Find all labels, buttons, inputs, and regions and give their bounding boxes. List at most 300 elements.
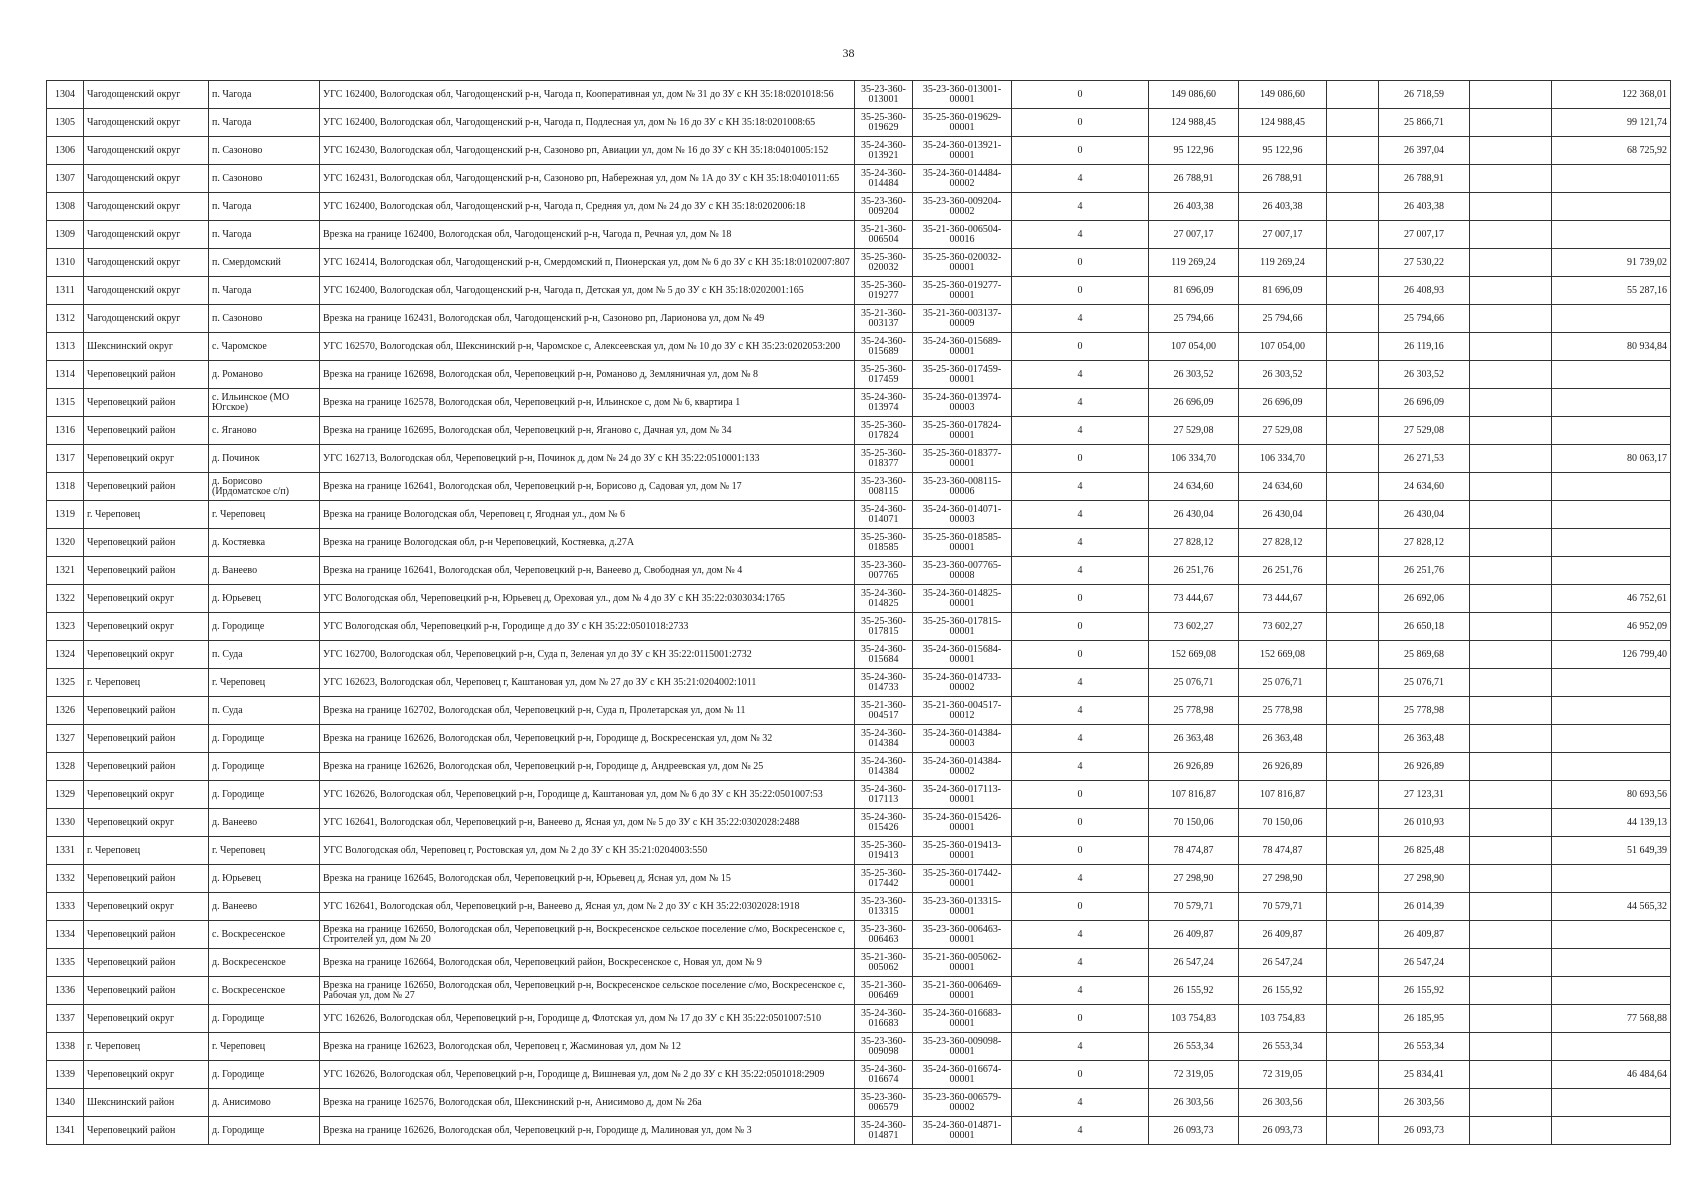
cell-value-3 — [1327, 473, 1379, 501]
table-row — [47, 1005, 1671, 1033]
cell-address: УГС 162430, Вологодская обл, Чагодощенский р-н, Сазоново рп, Авиации ул, дом № 16 до ЗУ с КН 35:18:0401005:152 — [320, 137, 855, 165]
cell-value-1: 26 303,56 — [1149, 1089, 1239, 1117]
cell-code: 35-23-360-013315 — [855, 893, 913, 921]
cell-cadastral-code: 35-25-360-017824-00001 — [913, 417, 1012, 445]
cell-locality: п. Суда — [209, 697, 320, 725]
cell-value-6: 46 952,09 — [1552, 613, 1671, 641]
cell-value-3 — [1327, 277, 1379, 305]
cell-value-6: 77 568,88 — [1552, 1005, 1671, 1033]
table-row — [47, 697, 1671, 725]
cell-value-1: 26 430,04 — [1149, 501, 1239, 529]
cell-value-4: 27 530,22 — [1379, 249, 1470, 277]
cell-address: УГС 162626, Вологодская обл, Череповецкий р-н, Городище д, Каштановая ул, дом № 6 до ЗУ с КН 35:22:0501007:53 — [320, 781, 855, 809]
cell-address: Врезка на границе Вологодская обл, Череповец г, Ягодная ул., дом № 6 — [320, 501, 855, 529]
cell-value-3 — [1327, 641, 1379, 669]
cell-district: Череповецкий район — [84, 417, 209, 445]
cell-value-3 — [1327, 529, 1379, 557]
cell-value-5 — [1470, 1005, 1552, 1033]
cell-district: Череповецкий район — [84, 1117, 209, 1145]
cell-number: 1321 — [47, 557, 84, 585]
cell-value-4: 26 825,48 — [1379, 837, 1470, 865]
cell-district: Череповецкий округ — [84, 445, 209, 473]
cell-district: Череповецкий район — [84, 977, 209, 1005]
cell-category: 4 — [1012, 921, 1149, 949]
cell-value-3 — [1327, 613, 1379, 641]
cell-value-6: 80 063,17 — [1552, 445, 1671, 473]
cell-address: УГС 162400, Вологодская обл, Чагодощенский р-н, Чагода п, Детская ул, дом № 5 до ЗУ с КН 35:18:0202001:165 — [320, 277, 855, 305]
cell-address: УГС 162431, Вологодская обл, Чагодощенский р-н, Сазоново рп, Набережная ул, дом № 1А до ЗУ с КН 35:18:0401011:65 — [320, 165, 855, 193]
cell-value-2: 107 054,00 — [1239, 333, 1327, 361]
cell-category: 4 — [1012, 697, 1149, 725]
cell-value-1: 78 474,87 — [1149, 837, 1239, 865]
cell-number: 1324 — [47, 641, 84, 669]
cell-value-3 — [1327, 1061, 1379, 1089]
cell-value-5 — [1470, 529, 1552, 557]
cell-category: 4 — [1012, 1089, 1149, 1117]
cell-value-4: 26 093,73 — [1379, 1117, 1470, 1145]
cell-number: 1323 — [47, 613, 84, 641]
cell-value-4: 27 298,90 — [1379, 865, 1470, 893]
cell-number: 1313 — [47, 333, 84, 361]
cell-value-4: 26 397,04 — [1379, 137, 1470, 165]
cell-value-2: 25 794,66 — [1239, 305, 1327, 333]
cell-value-6 — [1552, 305, 1671, 333]
cell-locality: д. Ванеево — [209, 809, 320, 837]
cell-address: Врезка на границе 162576, Вологодская обл, Шекснинский р-н, Анисимово д, дом № 26а — [320, 1089, 855, 1117]
cell-district: Череповецкий округ — [84, 1061, 209, 1089]
cell-locality: д. Городище — [209, 1005, 320, 1033]
cell-code: 35-24-360-014825 — [855, 585, 913, 613]
cell-cadastral-code: 35-23-360-006579-00002 — [913, 1089, 1012, 1117]
cell-value-4: 27 529,08 — [1379, 417, 1470, 445]
cell-address: Врезка на границе 162431, Вологодская обл, Чагодощенский р-н, Сазоново рп, Ларионова ул, дом № 49 — [320, 305, 855, 333]
cell-district: Череповецкий район — [84, 921, 209, 949]
cell-category: 0 — [1012, 109, 1149, 137]
cell-category: 0 — [1012, 641, 1149, 669]
cell-value-3 — [1327, 865, 1379, 893]
cell-value-4: 26 403,38 — [1379, 193, 1470, 221]
cell-address: Врезка на границе 162626, Вологодская обл, Череповецкий р-н, Городище д, Малиновая ул, дом № 3 — [320, 1117, 855, 1145]
cell-code: 35-23-360-009098 — [855, 1033, 913, 1061]
cell-district: г. Череповец — [84, 837, 209, 865]
cell-value-1: 119 269,24 — [1149, 249, 1239, 277]
cell-value-6 — [1552, 165, 1671, 193]
cell-value-4: 25 794,66 — [1379, 305, 1470, 333]
cell-value-3 — [1327, 137, 1379, 165]
cell-value-6 — [1552, 501, 1671, 529]
cell-value-4: 26 363,48 — [1379, 725, 1470, 753]
cell-value-2: 26 926,89 — [1239, 753, 1327, 781]
cell-address: УГС Вологодская обл, Череповецкий р-н, Городище д до ЗУ с КН 35:22:0501018:2733 — [320, 613, 855, 641]
cell-cadastral-code: 35-24-360-014871-00001 — [913, 1117, 1012, 1145]
cell-value-1: 25 794,66 — [1149, 305, 1239, 333]
cell-value-6 — [1552, 949, 1671, 977]
cell-number: 1319 — [47, 501, 84, 529]
cell-value-5 — [1470, 697, 1552, 725]
cell-category: 0 — [1012, 613, 1149, 641]
cell-value-3 — [1327, 249, 1379, 277]
cell-locality: г. Череповец — [209, 1033, 320, 1061]
cell-locality: г. Череповец — [209, 501, 320, 529]
cell-value-4: 26 271,53 — [1379, 445, 1470, 473]
cell-value-5 — [1470, 137, 1552, 165]
cell-value-4: 26 926,89 — [1379, 753, 1470, 781]
cell-value-2: 26 363,48 — [1239, 725, 1327, 753]
cell-district: Череповецкий район — [84, 389, 209, 417]
cell-value-3 — [1327, 417, 1379, 445]
cell-number: 1315 — [47, 389, 84, 417]
cell-code: 35-25-360-019629 — [855, 109, 913, 137]
cell-code: 35-25-360-019413 — [855, 837, 913, 865]
cell-district: Чагодощенский округ — [84, 277, 209, 305]
cell-code: 35-21-360-003137 — [855, 305, 913, 333]
cell-address: УГС 162626, Вологодская обл, Череповецкий р-н, Городище д, Флотская ул, дом № 17 до ЗУ с КН 35:22:0501007:510 — [320, 1005, 855, 1033]
cell-cadastral-code: 35-25-360-018585-00001 — [913, 529, 1012, 557]
cell-code: 35-25-360-020032 — [855, 249, 913, 277]
cell-category: 0 — [1012, 249, 1149, 277]
cell-value-2: 24 634,60 — [1239, 473, 1327, 501]
table-row — [47, 501, 1671, 529]
cell-value-5 — [1470, 417, 1552, 445]
cell-value-4: 26 014,39 — [1379, 893, 1470, 921]
cell-value-2: 25 076,71 — [1239, 669, 1327, 697]
cell-address: Врезка на границе 162650, Вологодская обл, Череповецкий р-н, Воскресенское сельское поселение с/мо, Воскресенское с, Строителей ул, дом № 20 — [320, 921, 855, 949]
cell-category: 4 — [1012, 305, 1149, 333]
cell-address: УГС 162641, Вологодская обл, Череповецкий р-н, Ванеево д, Ясная ул, дом № 5 до ЗУ с КН 35:22:0302028:2488 — [320, 809, 855, 837]
cell-value-2: 27 007,17 — [1239, 221, 1327, 249]
cell-value-4: 27 007,17 — [1379, 221, 1470, 249]
cell-value-4: 26 409,87 — [1379, 921, 1470, 949]
cell-code: 35-24-360-016674 — [855, 1061, 913, 1089]
cell-value-1: 26 696,09 — [1149, 389, 1239, 417]
cell-cadastral-code: 35-25-360-019629-00001 — [913, 109, 1012, 137]
cell-number: 1314 — [47, 361, 84, 389]
cell-locality: д. Городище — [209, 725, 320, 753]
cell-value-3 — [1327, 389, 1379, 417]
cell-value-6 — [1552, 473, 1671, 501]
cell-district: Чагодощенский округ — [84, 305, 209, 333]
table-row — [47, 109, 1671, 137]
cell-category: 0 — [1012, 1005, 1149, 1033]
cell-category: 4 — [1012, 725, 1149, 753]
cell-district: Череповецкий район — [84, 753, 209, 781]
cell-value-3 — [1327, 221, 1379, 249]
cell-value-2: 27 529,08 — [1239, 417, 1327, 445]
cell-locality: д. Юрьевец — [209, 865, 320, 893]
cell-address: Врезка на границе 162400, Вологодская обл, Чагодощенский р-н, Чагода п, Речная ул, дом № 18 — [320, 221, 855, 249]
cell-address: Врезка на границе 162626, Вологодская обл, Череповецкий р-н, Городище д, Андреевская ул, дом № 25 — [320, 753, 855, 781]
cell-value-5 — [1470, 445, 1552, 473]
cell-value-1: 26 553,34 — [1149, 1033, 1239, 1061]
cell-value-5 — [1470, 725, 1552, 753]
cell-value-2: 26 788,91 — [1239, 165, 1327, 193]
cell-value-4: 26 696,09 — [1379, 389, 1470, 417]
table-row — [47, 389, 1671, 417]
cell-value-2: 26 409,87 — [1239, 921, 1327, 949]
cell-category: 4 — [1012, 417, 1149, 445]
cell-code: 35-21-360-004517 — [855, 697, 913, 725]
cell-number: 1336 — [47, 977, 84, 1005]
cell-value-4: 26 303,56 — [1379, 1089, 1470, 1117]
cell-value-6 — [1552, 1089, 1671, 1117]
cell-address: Врезка на границе 162702, Вологодская обл, Череповецкий р-н, Суда п, Пролетарская ул, дом № 11 — [320, 697, 855, 725]
cell-value-5 — [1470, 193, 1552, 221]
cell-value-4: 26 692,06 — [1379, 585, 1470, 613]
cell-locality: д. Воскресенское — [209, 949, 320, 977]
cell-value-1: 95 122,96 — [1149, 137, 1239, 165]
page-number: 38 — [842, 46, 855, 60]
cell-category: 0 — [1012, 81, 1149, 109]
cell-cadastral-code: 35-24-360-016683-00001 — [913, 1005, 1012, 1033]
cell-value-2: 25 778,98 — [1239, 697, 1327, 725]
cell-value-4: 26 303,52 — [1379, 361, 1470, 389]
cell-value-6: 51 649,39 — [1552, 837, 1671, 865]
cell-value-3 — [1327, 809, 1379, 837]
cell-district: Чагодощенский округ — [84, 193, 209, 221]
cell-value-5 — [1470, 865, 1552, 893]
table-row — [47, 165, 1671, 193]
cell-value-2: 26 303,52 — [1239, 361, 1327, 389]
cell-value-1: 26 093,73 — [1149, 1117, 1239, 1145]
cell-value-5 — [1470, 221, 1552, 249]
cell-category: 4 — [1012, 753, 1149, 781]
cell-category: 4 — [1012, 977, 1149, 1005]
cell-value-5 — [1470, 277, 1552, 305]
cell-value-1: 73 444,67 — [1149, 585, 1239, 613]
cell-category: 4 — [1012, 221, 1149, 249]
table-row — [47, 921, 1671, 949]
cell-category: 4 — [1012, 1033, 1149, 1061]
cell-number: 1339 — [47, 1061, 84, 1089]
cell-locality: п. Смердомский — [209, 249, 320, 277]
cell-number: 1309 — [47, 221, 84, 249]
cell-value-5 — [1470, 1089, 1552, 1117]
cell-cadastral-code: 35-23-360-009204-00002 — [913, 193, 1012, 221]
cell-value-6 — [1552, 1117, 1671, 1145]
cell-value-5 — [1470, 109, 1552, 137]
cell-category: 4 — [1012, 361, 1149, 389]
cell-value-6: 68 725,92 — [1552, 137, 1671, 165]
cell-value-3 — [1327, 697, 1379, 725]
cell-number: 1312 — [47, 305, 84, 333]
cell-value-5 — [1470, 305, 1552, 333]
cell-locality: п. Чагода — [209, 81, 320, 109]
cell-district: Череповецкий округ — [84, 1005, 209, 1033]
cell-value-2: 152 669,08 — [1239, 641, 1327, 669]
table-row — [47, 361, 1671, 389]
cell-value-5 — [1470, 389, 1552, 417]
cell-value-1: 25 778,98 — [1149, 697, 1239, 725]
cell-code: 35-21-360-006469 — [855, 977, 913, 1005]
cell-number: 1326 — [47, 697, 84, 725]
cell-locality: д. Городище — [209, 1061, 320, 1089]
cell-locality: п. Сазоново — [209, 137, 320, 165]
cell-code: 35-21-360-005062 — [855, 949, 913, 977]
cell-value-3 — [1327, 557, 1379, 585]
cell-category: 4 — [1012, 501, 1149, 529]
cell-number: 1329 — [47, 781, 84, 809]
cell-value-6 — [1552, 753, 1671, 781]
cell-locality: с. Яганово — [209, 417, 320, 445]
table-row — [47, 333, 1671, 361]
data-table — [46, 80, 1671, 1145]
cell-value-4: 26 185,95 — [1379, 1005, 1470, 1033]
cell-code: 35-25-360-017815 — [855, 613, 913, 641]
cell-district: Чагодощенский округ — [84, 249, 209, 277]
cell-locality: п. Чагода — [209, 221, 320, 249]
cell-code: 35-24-360-014733 — [855, 669, 913, 697]
cell-value-6 — [1552, 193, 1671, 221]
table-row — [47, 725, 1671, 753]
cell-category: 4 — [1012, 165, 1149, 193]
cell-number: 1311 — [47, 277, 84, 305]
table-row — [47, 445, 1671, 473]
cell-value-2: 103 754,83 — [1239, 1005, 1327, 1033]
cell-category: 0 — [1012, 1061, 1149, 1089]
table-row — [47, 193, 1671, 221]
cell-category: 4 — [1012, 1117, 1149, 1145]
cell-value-3 — [1327, 893, 1379, 921]
cell-value-5 — [1470, 1033, 1552, 1061]
cell-value-6 — [1552, 865, 1671, 893]
cell-cadastral-code: 35-21-360-006504-00016 — [913, 221, 1012, 249]
table-row — [47, 669, 1671, 697]
cell-cadastral-code: 35-25-360-019413-00001 — [913, 837, 1012, 865]
cell-cadastral-code: 35-24-360-016674-00001 — [913, 1061, 1012, 1089]
cell-cadastral-code: 35-24-360-014825-00001 — [913, 585, 1012, 613]
cell-value-4: 25 076,71 — [1379, 669, 1470, 697]
cell-value-2: 70 579,71 — [1239, 893, 1327, 921]
cell-value-2: 107 816,87 — [1239, 781, 1327, 809]
cell-value-1: 107 054,00 — [1149, 333, 1239, 361]
table-row — [47, 1033, 1671, 1061]
cell-district: Череповецкий округ — [84, 893, 209, 921]
cell-value-6: 46 484,64 — [1552, 1061, 1671, 1089]
cell-district: Череповецкий район — [84, 949, 209, 977]
cell-value-1: 27 298,90 — [1149, 865, 1239, 893]
cell-cadastral-code: 35-25-360-017815-00001 — [913, 613, 1012, 641]
cell-value-3 — [1327, 305, 1379, 333]
cell-district: Чагодощенский округ — [84, 109, 209, 137]
cell-district: Череповецкий район — [84, 865, 209, 893]
cell-cadastral-code: 35-24-360-015689-00001 — [913, 333, 1012, 361]
cell-category: 4 — [1012, 529, 1149, 557]
cell-cadastral-code: 35-24-360-014384-00003 — [913, 725, 1012, 753]
cell-value-4: 26 408,93 — [1379, 277, 1470, 305]
cell-locality: д. Анисимово — [209, 1089, 320, 1117]
cell-code: 35-23-360-006463 — [855, 921, 913, 949]
cell-category: 0 — [1012, 137, 1149, 165]
cell-number: 1305 — [47, 109, 84, 137]
cell-value-5 — [1470, 641, 1552, 669]
cell-value-6: 122 368,01 — [1552, 81, 1671, 109]
cell-cadastral-code: 35-21-360-003137-00009 — [913, 305, 1012, 333]
cell-value-2: 26 547,24 — [1239, 949, 1327, 977]
cell-value-2: 26 553,34 — [1239, 1033, 1327, 1061]
cell-value-1: 26 926,89 — [1149, 753, 1239, 781]
cell-value-1: 26 155,92 — [1149, 977, 1239, 1005]
cell-value-5 — [1470, 613, 1552, 641]
table-row — [47, 137, 1671, 165]
cell-value-2: 27 298,90 — [1239, 865, 1327, 893]
table-row — [47, 417, 1671, 445]
cell-address: УГС 162400, Вологодская обл, Чагодощенский р-н, Чагода п, Средняя ул, дом № 24 до ЗУ с КН 35:18:0202006:18 — [320, 193, 855, 221]
cell-value-1: 152 669,08 — [1149, 641, 1239, 669]
cell-locality: п. Чагода — [209, 193, 320, 221]
cell-code: 35-23-360-007765 — [855, 557, 913, 585]
cell-locality: г. Череповец — [209, 669, 320, 697]
cell-cadastral-code: 35-25-360-018377-00001 — [913, 445, 1012, 473]
cell-category: 4 — [1012, 557, 1149, 585]
table-row — [47, 781, 1671, 809]
cell-value-5 — [1470, 557, 1552, 585]
cell-value-4: 27 123,31 — [1379, 781, 1470, 809]
cell-value-6: 80 934,84 — [1552, 333, 1671, 361]
cell-number: 1331 — [47, 837, 84, 865]
table-row — [47, 249, 1671, 277]
cell-value-6: 126 799,40 — [1552, 641, 1671, 669]
cell-cadastral-code: 35-23-360-013001-00001 — [913, 81, 1012, 109]
cell-value-5 — [1470, 333, 1552, 361]
cell-cadastral-code: 35-21-360-004517-00012 — [913, 697, 1012, 725]
cell-code: 35-24-360-014384 — [855, 753, 913, 781]
table-row — [47, 585, 1671, 613]
cell-address: УГС 162623, Вологодская обл, Череповец г, Каштановая ул, дом № 27 до ЗУ с КН 35:21:0204002:1011 — [320, 669, 855, 697]
cell-value-2: 26 251,76 — [1239, 557, 1327, 585]
cell-value-5 — [1470, 893, 1552, 921]
cell-cadastral-code: 35-23-360-007765-00008 — [913, 557, 1012, 585]
cell-value-1: 26 363,48 — [1149, 725, 1239, 753]
cell-address: УГС 162400, Вологодская обл, Чагодощенский р-н, Чагода п, Кооперативная ул, дом № 31 до ЗУ с КН 35:18:0201018:56 — [320, 81, 855, 109]
cell-address: УГС Вологодская обл, Череповецкий р-н, Юрьевец д, Ореховая ул., дом № 4 до ЗУ с КН 35:22:0303034:1765 — [320, 585, 855, 613]
cell-value-2: 73 602,27 — [1239, 613, 1327, 641]
cell-value-4: 26 251,76 — [1379, 557, 1470, 585]
table-row — [47, 893, 1671, 921]
cell-category: 4 — [1012, 389, 1149, 417]
cell-value-5 — [1470, 837, 1552, 865]
cell-district: Чагодощенский округ — [84, 81, 209, 109]
cell-number: 1327 — [47, 725, 84, 753]
cell-value-1: 70 150,06 — [1149, 809, 1239, 837]
cell-cadastral-code: 35-25-360-017442-00001 — [913, 865, 1012, 893]
cell-value-3 — [1327, 165, 1379, 193]
table-row — [47, 529, 1671, 557]
cell-value-5 — [1470, 781, 1552, 809]
cell-category: 0 — [1012, 585, 1149, 613]
cell-number: 1322 — [47, 585, 84, 613]
cell-code: 35-24-360-013974 — [855, 389, 913, 417]
cell-value-5 — [1470, 809, 1552, 837]
cell-district: г. Череповец — [84, 501, 209, 529]
cell-value-1: 26 788,91 — [1149, 165, 1239, 193]
cell-locality: д. Городище — [209, 781, 320, 809]
cell-value-1: 27 529,08 — [1149, 417, 1239, 445]
cell-locality: д. Починок — [209, 445, 320, 473]
cell-address: УГС 162400, Вологодская обл, Чагодощенский р-н, Чагода п, Подлесная ул, дом № 16 до ЗУ с КН 35:18:0201008:65 — [320, 109, 855, 137]
cell-category: 0 — [1012, 445, 1149, 473]
cell-value-2: 106 334,70 — [1239, 445, 1327, 473]
cell-value-5 — [1470, 753, 1552, 781]
cell-address: Врезка на границе 162645, Вологодская обл, Череповецкий р-н, Юрьевец д, Ясная ул, дом № 15 — [320, 865, 855, 893]
cell-value-5 — [1470, 669, 1552, 697]
cell-district: Чагодощенский округ — [84, 165, 209, 193]
cell-value-1: 27 828,12 — [1149, 529, 1239, 557]
cell-value-6 — [1552, 725, 1671, 753]
cell-locality: п. Суда — [209, 641, 320, 669]
cell-category: 4 — [1012, 949, 1149, 977]
cell-number: 1328 — [47, 753, 84, 781]
cell-value-6: 55 287,16 — [1552, 277, 1671, 305]
